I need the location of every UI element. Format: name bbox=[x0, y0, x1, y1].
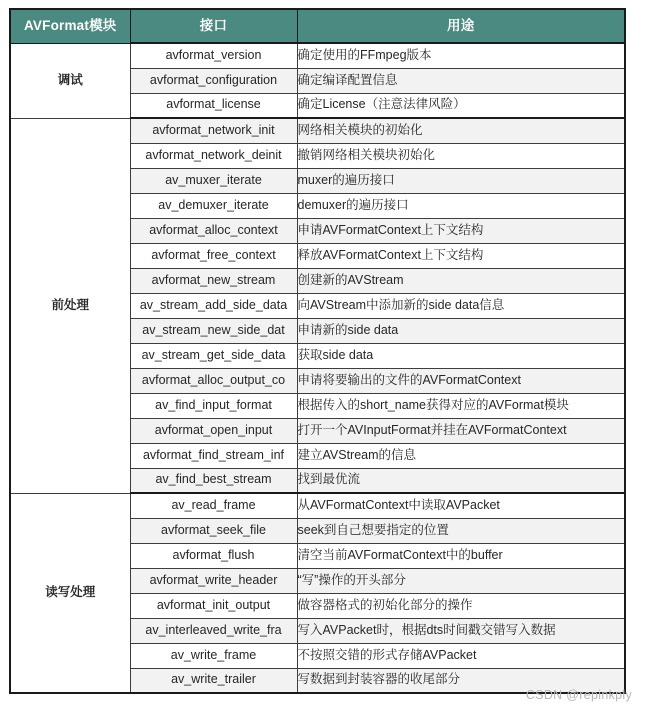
interface-cell: avformat_init_output bbox=[130, 593, 297, 618]
usage-cell: 写数据到封装容器的收尾部分 bbox=[297, 668, 625, 693]
usage-cell: 网络相关模块的初始化 bbox=[297, 118, 625, 143]
usage-cell: 清空当前AVFormatContext中的buffer bbox=[297, 543, 625, 568]
usage-cell: 申请AVFormatContext上下文结构 bbox=[297, 218, 625, 243]
interface-cell: avformat_network_deinit bbox=[130, 143, 297, 168]
interface-cell: av_stream_get_side_data bbox=[130, 343, 297, 368]
interface-cell: avformat_version bbox=[130, 43, 297, 68]
interface-cell: av_stream_add_side_data bbox=[130, 293, 297, 318]
interface-cell: avformat_free_context bbox=[130, 243, 297, 268]
interface-cell: avformat_alloc_output_co bbox=[130, 368, 297, 393]
usage-cell: seek到自己想要指定的位置 bbox=[297, 518, 625, 543]
usage-cell: 做容器格式的初始化部分的操作 bbox=[297, 593, 625, 618]
table-row bbox=[10, 493, 625, 518]
usage-cell: 根据传入的short_name获得对应的AVFormat模块 bbox=[297, 393, 625, 418]
usage-cell: 确定License（注意法律风险） bbox=[297, 93, 625, 118]
usage-cell: muxer的遍历接口 bbox=[297, 168, 625, 193]
interface-cell: av_interleaved_write_fra bbox=[130, 618, 297, 643]
interface-cell: avformat_flush bbox=[130, 543, 297, 568]
usage-cell: 向AVStream中添加新的side data信息 bbox=[297, 293, 625, 318]
table-row bbox=[10, 43, 625, 68]
module-group-cell: 调试 bbox=[10, 43, 130, 118]
module-group-cell: 前处理 bbox=[10, 118, 130, 493]
usage-cell: 打开一个AVInputFormat并挂在AVFormatContext bbox=[297, 418, 625, 443]
usage-cell: 撤销网络相关模块初始化 bbox=[297, 143, 625, 168]
usage-cell: 建立AVStream的信息 bbox=[297, 443, 625, 468]
usage-cell: 申请将要输出的文件的AVFormatContext bbox=[297, 368, 625, 393]
api-table-container bbox=[9, 8, 624, 694]
usage-cell: 写入AVPacket时，根据dts时间戳交错写入数据 bbox=[297, 618, 625, 643]
usage-cell: 找到最优流 bbox=[297, 468, 625, 493]
interface-cell: avformat_license bbox=[130, 93, 297, 118]
column-header-usage: 用途 bbox=[297, 9, 625, 43]
interface-cell: av_read_frame bbox=[130, 493, 297, 518]
avformat-api-table bbox=[9, 8, 626, 694]
interface-cell: av_demuxer_iterate bbox=[130, 193, 297, 218]
usage-cell: 创建新的AVStream bbox=[297, 268, 625, 293]
csdn-watermark: CSDN @repinkply bbox=[525, 688, 632, 702]
interface-cell: av_find_best_stream bbox=[130, 468, 297, 493]
interface-cell: av_stream_new_side_dat bbox=[130, 318, 297, 343]
header-row bbox=[10, 9, 625, 43]
table-row bbox=[10, 118, 625, 143]
interface-cell: avformat_write_header bbox=[130, 568, 297, 593]
interface-cell: avformat_seek_file bbox=[130, 518, 297, 543]
usage-cell: 确定使用的FFmpeg版本 bbox=[297, 43, 625, 68]
interface-cell: av_muxer_iterate bbox=[130, 168, 297, 193]
module-group-cell: 读写处理 bbox=[10, 493, 130, 693]
interface-cell: avformat_alloc_context bbox=[130, 218, 297, 243]
interface-cell: avformat_new_stream bbox=[130, 268, 297, 293]
table-header bbox=[10, 9, 625, 43]
usage-cell: 申请新的side data bbox=[297, 318, 625, 343]
table-body bbox=[10, 43, 625, 693]
interface-cell: av_write_frame bbox=[130, 643, 297, 668]
usage-cell: 不按照交错的形式存储AVPacket bbox=[297, 643, 625, 668]
usage-cell: 释放AVFormatContext上下文结构 bbox=[297, 243, 625, 268]
usage-cell: 从AVFormatContext中读取AVPacket bbox=[297, 493, 625, 518]
usage-cell: 获取side data bbox=[297, 343, 625, 368]
interface-cell: avformat_find_stream_inf bbox=[130, 443, 297, 468]
interface-cell: av_find_input_format bbox=[130, 393, 297, 418]
interface-cell: av_write_trailer bbox=[130, 668, 297, 693]
usage-cell: demuxer的遍历接口 bbox=[297, 193, 625, 218]
usage-cell: 确定编译配置信息 bbox=[297, 68, 625, 93]
usage-cell: “写”操作的开头部分 bbox=[297, 568, 625, 593]
interface-cell: avformat_open_input bbox=[130, 418, 297, 443]
interface-cell: avformat_network_init bbox=[130, 118, 297, 143]
column-header-module: AVFormat模块 bbox=[10, 9, 130, 43]
interface-cell: avformat_configuration bbox=[130, 68, 297, 93]
column-header-interface: 接口 bbox=[130, 9, 297, 43]
